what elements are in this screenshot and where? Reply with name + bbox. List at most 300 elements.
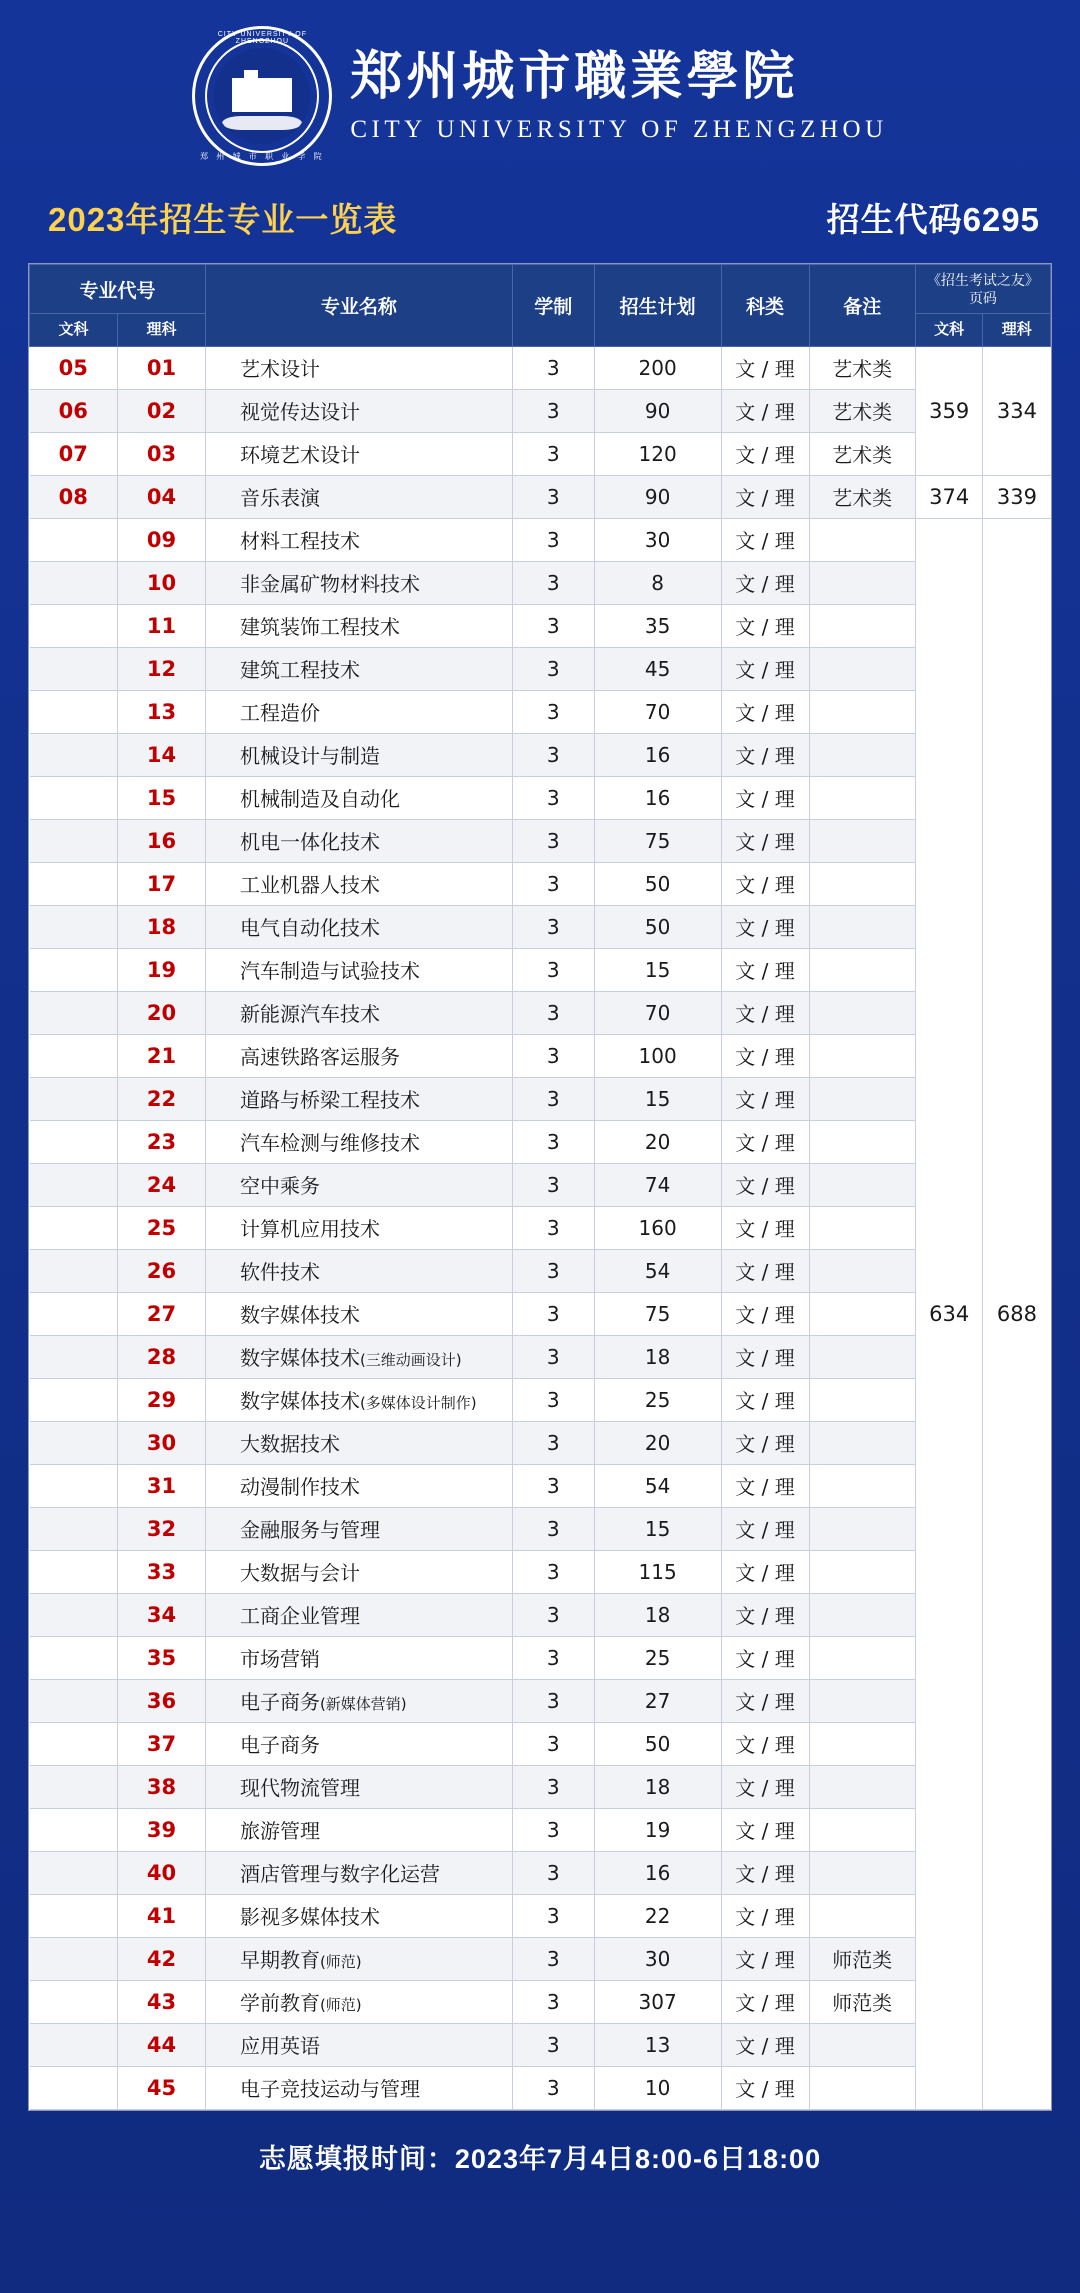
table-row xyxy=(30,1507,1051,1550)
cell-category: 文 / 理 xyxy=(721,1378,809,1421)
cell-major-name: 影视多媒体技术 xyxy=(205,1894,512,1937)
cell-major-note: (三维动画设计) xyxy=(359,1351,462,1370)
cell-code-wen xyxy=(30,2066,118,2109)
cell-years: 3 xyxy=(512,1679,594,1722)
cell-remark xyxy=(809,604,915,647)
cell-code-wen xyxy=(30,1421,118,1464)
cell-code-wen xyxy=(30,1593,118,1636)
table-row xyxy=(30,1120,1051,1163)
cell-plan: 75 xyxy=(594,1292,721,1335)
cell-plan: 20 xyxy=(594,1120,721,1163)
cell-major-name: 汽车检测与维修技术 xyxy=(205,1120,512,1163)
seal-arc-top-text: CITY UNIVERSITY OF ZHENGZHOU xyxy=(217,31,307,45)
cell-plan: 18 xyxy=(594,1593,721,1636)
cell-category: 文 / 理 xyxy=(721,1593,809,1636)
cell-code-li: 21 xyxy=(117,1034,205,1077)
cell-code-wen xyxy=(30,1292,118,1335)
cell-plan: 18 xyxy=(594,1335,721,1378)
cell-category: 文 / 理 xyxy=(721,1507,809,1550)
cell-plan: 25 xyxy=(594,1378,721,1421)
cell-remark xyxy=(809,1378,915,1421)
th-group-code: 专业代号 xyxy=(30,265,206,314)
cell-plan: 120 xyxy=(594,432,721,475)
cell-major-name: 机电一体化技术 xyxy=(205,819,512,862)
cell-major-name: 建筑工程技术 xyxy=(205,647,512,690)
cell-remark xyxy=(809,1636,915,1679)
cell-category: 文 / 理 xyxy=(721,690,809,733)
cell-code-wen xyxy=(30,1077,118,1120)
th-book-line1: 《招生考试之友》 xyxy=(926,272,1039,288)
table-row xyxy=(30,1765,1051,1808)
cell-major-name: 现代物流管理 xyxy=(205,1765,512,1808)
cell-years: 3 xyxy=(512,1421,594,1464)
table-row xyxy=(30,1679,1051,1722)
cell-code-wen xyxy=(30,1894,118,1937)
table-row xyxy=(30,1851,1051,1894)
cell-years: 3 xyxy=(512,948,594,991)
th-years: 学制 xyxy=(512,265,594,347)
cell-years: 3 xyxy=(512,1335,594,1378)
university-name-cn: 郑州城市職業學院 xyxy=(350,47,799,108)
cell-years: 3 xyxy=(512,518,594,561)
table-row xyxy=(30,389,1051,432)
cell-category: 文 / 理 xyxy=(721,819,809,862)
cell-code-li: 25 xyxy=(117,1206,205,1249)
cell-page-li: 334 xyxy=(983,346,1051,475)
cell-page-wen: 634 xyxy=(915,518,983,2109)
cell-major-name: 应用英语 xyxy=(205,2023,512,2066)
cell-major-name: 市场营销 xyxy=(205,1636,512,1679)
cell-years: 3 xyxy=(512,1163,594,1206)
cell-years: 3 xyxy=(512,1292,594,1335)
cell-code-li: 11 xyxy=(117,604,205,647)
cell-major-note: (师范) xyxy=(319,1996,362,2015)
table-row xyxy=(30,733,1051,776)
cell-plan: 22 xyxy=(594,1894,721,1937)
cell-major-name: 新能源汽车技术 xyxy=(205,991,512,1034)
th-code-wen: 文科 xyxy=(58,321,89,339)
application-time-note: 志愿填报时间：2023年7月4日8:00-6日18:00 xyxy=(258,2143,822,2174)
cell-plan: 45 xyxy=(594,647,721,690)
table-head xyxy=(30,265,1051,347)
cell-remark: 艺术类 xyxy=(809,475,915,518)
cell-plan: 50 xyxy=(594,905,721,948)
cell-major-name: 机械制造及自动化 xyxy=(205,776,512,819)
cell-category: 文 / 理 xyxy=(721,1077,809,1120)
cell-years: 3 xyxy=(512,1851,594,1894)
cell-code-wen xyxy=(30,1679,118,1722)
cell-major-name: 电气自动化技术 xyxy=(205,905,512,948)
cell-remark xyxy=(809,1034,915,1077)
cell-years: 3 xyxy=(512,1206,594,1249)
cell-code-wen xyxy=(30,1722,118,1765)
title-block xyxy=(350,48,887,144)
subheader xyxy=(48,194,1040,241)
cell-years: 3 xyxy=(512,1765,594,1808)
cell-plan: 15 xyxy=(594,1077,721,1120)
cell-category: 文 / 理 xyxy=(721,389,809,432)
table-row xyxy=(30,561,1051,604)
cell-years: 3 xyxy=(512,1894,594,1937)
majors-table-wrapper xyxy=(28,263,1052,2111)
cell-code-li: 18 xyxy=(117,905,205,948)
table-row xyxy=(30,1636,1051,1679)
cell-plan: 75 xyxy=(594,819,721,862)
cell-major-name: 汽车制造与试验技术 xyxy=(205,948,512,991)
cell-page-li: 339 xyxy=(983,475,1051,518)
table-row xyxy=(30,1335,1051,1378)
cell-years: 3 xyxy=(512,1722,594,1765)
cell-code-li: 36 xyxy=(117,1679,205,1722)
table-row xyxy=(30,1077,1051,1120)
table-row xyxy=(30,1421,1051,1464)
cell-code-li: 28 xyxy=(117,1335,205,1378)
cell-code-li: 19 xyxy=(117,948,205,991)
cell-major-name: 数字媒体技术(三维动画设计) xyxy=(205,1335,512,1378)
cell-category: 文 / 理 xyxy=(721,561,809,604)
cell-remark xyxy=(809,561,915,604)
table-row xyxy=(30,647,1051,690)
cell-remark xyxy=(809,2066,915,2109)
cell-major-name: 工程造价 xyxy=(205,690,512,733)
table-row xyxy=(30,948,1051,991)
cell-remark xyxy=(809,991,915,1034)
cell-years: 3 xyxy=(512,561,594,604)
table-row xyxy=(30,604,1051,647)
cell-remark xyxy=(809,1851,915,1894)
cell-remark: 艺术类 xyxy=(809,346,915,389)
cell-years: 3 xyxy=(512,2066,594,2109)
cell-major-name: 电子竞技运动与管理 xyxy=(205,2066,512,2109)
majors-table xyxy=(29,264,1051,2110)
cell-major-name: 旅游管理 xyxy=(205,1808,512,1851)
cell-major-name: 视觉传达设计 xyxy=(205,389,512,432)
table-row xyxy=(30,1249,1051,1292)
cell-plan: 16 xyxy=(594,1851,721,1894)
cell-category: 文 / 理 xyxy=(721,432,809,475)
cell-plan: 70 xyxy=(594,991,721,1034)
cell-major-name: 数字媒体技术 xyxy=(205,1292,512,1335)
cell-code-wen: 05 xyxy=(30,346,118,389)
cell-years: 3 xyxy=(512,647,594,690)
cell-code-li: 01 xyxy=(117,346,205,389)
cell-category: 文 / 理 xyxy=(721,2066,809,2109)
university-seal-icon xyxy=(192,26,332,166)
cell-category: 文 / 理 xyxy=(721,1808,809,1851)
table-row xyxy=(30,432,1051,475)
cell-category: 文 / 理 xyxy=(721,733,809,776)
cell-code-wen xyxy=(30,1120,118,1163)
cell-code-li: 40 xyxy=(117,1851,205,1894)
cell-major-name: 材料工程技术 xyxy=(205,518,512,561)
cell-code-wen: 08 xyxy=(30,475,118,518)
cell-major-name: 建筑装饰工程技术 xyxy=(205,604,512,647)
cell-plan: 54 xyxy=(594,1249,721,1292)
table-row xyxy=(30,1980,1051,2023)
cell-code-li: 16 xyxy=(117,819,205,862)
cell-code-li: 15 xyxy=(117,776,205,819)
cell-remark xyxy=(809,819,915,862)
table-row xyxy=(30,1034,1051,1077)
cell-category: 文 / 理 xyxy=(721,346,809,389)
cell-years: 3 xyxy=(512,1507,594,1550)
cell-code-wen xyxy=(30,1335,118,1378)
cell-plan: 50 xyxy=(594,862,721,905)
cell-remark: 师范类 xyxy=(809,1980,915,2023)
cell-code-li: 10 xyxy=(117,561,205,604)
cell-major-name: 大数据技术 xyxy=(205,1421,512,1464)
cell-category: 文 / 理 xyxy=(721,948,809,991)
cell-plan: 50 xyxy=(594,1722,721,1765)
cell-remark xyxy=(809,1507,915,1550)
cell-plan: 20 xyxy=(594,1421,721,1464)
cell-plan: 15 xyxy=(594,1507,721,1550)
cell-category: 文 / 理 xyxy=(721,1249,809,1292)
cell-category: 文 / 理 xyxy=(721,1421,809,1464)
cell-code-li: 43 xyxy=(117,1980,205,2023)
cell-years: 3 xyxy=(512,1636,594,1679)
cell-code-wen xyxy=(30,1464,118,1507)
cell-code-wen xyxy=(30,1636,118,1679)
cell-major-name: 工商企业管理 xyxy=(205,1593,512,1636)
cell-years: 3 xyxy=(512,1077,594,1120)
table-row xyxy=(30,1163,1051,1206)
cell-code-li: 44 xyxy=(117,2023,205,2066)
th-category: 科类 xyxy=(721,265,809,347)
table-row xyxy=(30,776,1051,819)
cell-remark xyxy=(809,1593,915,1636)
table-row xyxy=(30,346,1051,389)
cell-category: 文 / 理 xyxy=(721,1765,809,1808)
cell-plan: 100 xyxy=(594,1034,721,1077)
cell-code-wen xyxy=(30,1851,118,1894)
cell-code-li: 20 xyxy=(117,991,205,1034)
cell-plan: 74 xyxy=(594,1163,721,1206)
cell-category: 文 / 理 xyxy=(721,1636,809,1679)
cell-years: 3 xyxy=(512,1464,594,1507)
table-row xyxy=(30,1206,1051,1249)
th-plan: 招生计划 xyxy=(594,265,721,347)
table-row xyxy=(30,1550,1051,1593)
cell-remark xyxy=(809,518,915,561)
cell-category: 文 / 理 xyxy=(721,1120,809,1163)
cell-major-name: 酒店管理与数字化运营 xyxy=(205,1851,512,1894)
cell-remark xyxy=(809,776,915,819)
cell-remark: 艺术类 xyxy=(809,432,915,475)
table-row xyxy=(30,1894,1051,1937)
cell-page-wen: 374 xyxy=(915,475,983,518)
cell-category: 文 / 理 xyxy=(721,776,809,819)
cell-code-wen xyxy=(30,1249,118,1292)
th-page-li: 理科 xyxy=(1001,321,1032,339)
table-row xyxy=(30,475,1051,518)
cell-major-name: 非金属矿物材料技术 xyxy=(205,561,512,604)
cell-code-wen xyxy=(30,1937,118,1980)
cell-years: 3 xyxy=(512,604,594,647)
cell-code-li: 32 xyxy=(117,1507,205,1550)
cell-plan: 10 xyxy=(594,2066,721,2109)
cell-major-name: 动漫制作技术 xyxy=(205,1464,512,1507)
cell-code-wen xyxy=(30,1765,118,1808)
cell-major-name: 学前教育(师范) xyxy=(205,1980,512,2023)
table-body xyxy=(30,346,1051,2109)
cell-years: 3 xyxy=(512,2023,594,2066)
cell-category: 文 / 理 xyxy=(721,1464,809,1507)
cell-code-li: 26 xyxy=(117,1249,205,1292)
cell-code-li: 14 xyxy=(117,733,205,776)
cell-code-wen xyxy=(30,1550,118,1593)
cell-code-wen xyxy=(30,2023,118,2066)
table-row xyxy=(30,1593,1051,1636)
cell-code-wen xyxy=(30,518,118,561)
cell-remark xyxy=(809,1679,915,1722)
cell-years: 3 xyxy=(512,1980,594,2023)
cell-remark xyxy=(809,1765,915,1808)
cell-remark xyxy=(809,1894,915,1937)
cell-category: 文 / 理 xyxy=(721,991,809,1034)
cell-years: 3 xyxy=(512,1120,594,1163)
cell-remark xyxy=(809,1808,915,1851)
cell-category: 文 / 理 xyxy=(721,518,809,561)
cell-category: 文 / 理 xyxy=(721,905,809,948)
cell-remark xyxy=(809,690,915,733)
cell-major-name: 工业机器人技术 xyxy=(205,862,512,905)
table-row xyxy=(30,1292,1051,1335)
cell-code-wen xyxy=(30,561,118,604)
table-row xyxy=(30,905,1051,948)
cell-code-wen xyxy=(30,1378,118,1421)
cell-category: 文 / 理 xyxy=(721,1163,809,1206)
cell-plan: 35 xyxy=(594,604,721,647)
table-row xyxy=(30,819,1051,862)
cell-remark: 师范类 xyxy=(809,1937,915,1980)
cell-plan: 15 xyxy=(594,948,721,991)
cell-years: 3 xyxy=(512,862,594,905)
cell-code-wen xyxy=(30,948,118,991)
th-book-page xyxy=(915,265,1050,314)
cell-remark xyxy=(809,905,915,948)
cell-code-wen xyxy=(30,690,118,733)
cell-years: 3 xyxy=(512,1550,594,1593)
cell-category: 文 / 理 xyxy=(721,1292,809,1335)
cell-major-note: (师范) xyxy=(319,1953,362,1972)
cell-code-li: 31 xyxy=(117,1464,205,1507)
cell-major-name: 早期教育(师范) xyxy=(205,1937,512,1980)
cell-major-name: 环境艺术设计 xyxy=(205,432,512,475)
cell-years: 3 xyxy=(512,819,594,862)
cell-years: 3 xyxy=(512,1593,594,1636)
cell-remark xyxy=(809,1550,915,1593)
cell-remark xyxy=(809,733,915,776)
cell-years: 3 xyxy=(512,475,594,518)
cell-remark xyxy=(809,1421,915,1464)
cell-years: 3 xyxy=(512,733,594,776)
cell-major-name: 音乐表演 xyxy=(205,475,512,518)
cell-plan: 160 xyxy=(594,1206,721,1249)
cell-category: 文 / 理 xyxy=(721,1679,809,1722)
cell-remark xyxy=(809,1163,915,1206)
cell-category: 文 / 理 xyxy=(721,1550,809,1593)
cell-major-name: 金融服务与管理 xyxy=(205,1507,512,1550)
cell-code-li: 12 xyxy=(117,647,205,690)
cell-code-li: 45 xyxy=(117,2066,205,2109)
cell-plan: 25 xyxy=(594,1636,721,1679)
table-row xyxy=(30,1464,1051,1507)
cell-category: 文 / 理 xyxy=(721,1937,809,1980)
cell-remark xyxy=(809,1077,915,1120)
cell-years: 3 xyxy=(512,1808,594,1851)
cell-major-name: 空中乘务 xyxy=(205,1163,512,1206)
cell-remark xyxy=(809,1249,915,1292)
cell-major-note: (多媒体设计制作) xyxy=(359,1394,477,1413)
cell-years: 3 xyxy=(512,991,594,1034)
cell-plan: 16 xyxy=(594,733,721,776)
cell-page-li: 688 xyxy=(983,518,1051,2109)
cell-code-wen xyxy=(30,862,118,905)
cell-code-li: 30 xyxy=(117,1421,205,1464)
cell-category: 文 / 理 xyxy=(721,1980,809,2023)
cell-major-name: 计算机应用技术 xyxy=(205,1206,512,1249)
cell-code-li: 29 xyxy=(117,1378,205,1421)
cell-code-li: 04 xyxy=(117,475,205,518)
cell-major-name: 数字媒体技术(多媒体设计制作) xyxy=(205,1378,512,1421)
cell-code-wen xyxy=(30,647,118,690)
cell-major-name: 道路与桥梁工程技术 xyxy=(205,1077,512,1120)
university-name-en: CITY UNIVERSITY OF ZHENGZHOU xyxy=(350,115,888,143)
cell-category: 文 / 理 xyxy=(721,1034,809,1077)
cell-code-li: 03 xyxy=(117,432,205,475)
cell-category: 文 / 理 xyxy=(721,604,809,647)
cell-plan: 8 xyxy=(594,561,721,604)
cell-years: 3 xyxy=(512,776,594,819)
cell-category: 文 / 理 xyxy=(721,475,809,518)
cell-plan: 16 xyxy=(594,776,721,819)
cell-plan: 27 xyxy=(594,1679,721,1722)
cell-code-li: 34 xyxy=(117,1593,205,1636)
cell-code-wen xyxy=(30,776,118,819)
th-page-wen: 文科 xyxy=(934,321,965,339)
table-row xyxy=(30,2066,1051,2109)
th-major-name: 专业名称 xyxy=(205,265,512,347)
cell-remark: 艺术类 xyxy=(809,389,915,432)
cell-major-note: (新媒体营销) xyxy=(319,1695,407,1714)
cell-plan: 18 xyxy=(594,1765,721,1808)
cell-major-name: 大数据与会计 xyxy=(205,1550,512,1593)
cell-years: 3 xyxy=(512,432,594,475)
cell-code-li: 13 xyxy=(117,690,205,733)
cell-code-wen: 06 xyxy=(30,389,118,432)
th-remark: 备注 xyxy=(809,265,915,347)
cell-major-name: 艺术设计 xyxy=(205,346,512,389)
page-title: 2023年招生专业一览表 xyxy=(48,201,398,238)
cell-plan: 115 xyxy=(594,1550,721,1593)
cell-major-name: 机械设计与制造 xyxy=(205,733,512,776)
th-code-li: 理科 xyxy=(146,321,177,339)
cell-years: 3 xyxy=(512,389,594,432)
cell-remark xyxy=(809,862,915,905)
cell-code-li: 09 xyxy=(117,518,205,561)
cell-code-li: 22 xyxy=(117,1077,205,1120)
cell-code-li: 27 xyxy=(117,1292,205,1335)
cell-plan: 200 xyxy=(594,346,721,389)
cell-code-wen xyxy=(30,1808,118,1851)
cell-major-name: 电子商务 xyxy=(205,1722,512,1765)
cell-category: 文 / 理 xyxy=(721,1335,809,1378)
cell-years: 3 xyxy=(512,690,594,733)
cell-remark xyxy=(809,948,915,991)
cell-major-name: 电子商务(新媒体营销) xyxy=(205,1679,512,1722)
cell-plan: 30 xyxy=(594,1937,721,1980)
